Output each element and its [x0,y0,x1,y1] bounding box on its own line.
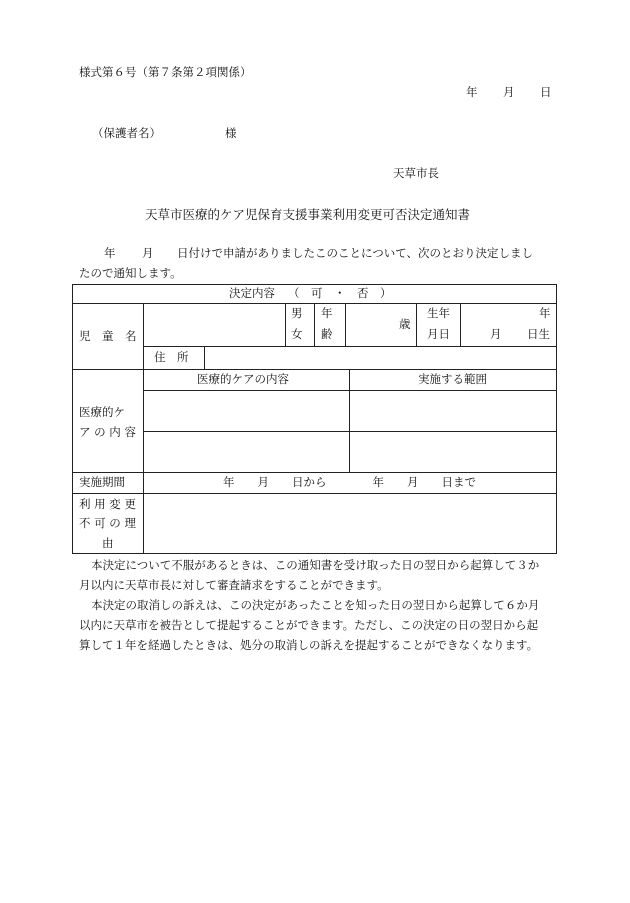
care-label-line2: ア の 内 容 [79,425,136,439]
intro-line2: たので通知します。 [79,266,182,280]
age-label-top: 年 [321,306,333,320]
care-content-header: 医療的ケアの内容 [197,372,289,386]
notice-p2-line2: 以内に天草市を被告として提起することができます。ただし、この決定の日の翌日から起 [79,618,539,632]
col-line [349,369,350,473]
birth-label-top: 生年 [427,306,450,320]
table-border-left [72,284,73,554]
decision-options: （ 可 ・ 否 ） [288,286,392,300]
sex-male: 男 [291,306,303,320]
col-line [204,346,205,370]
row-line [143,390,557,391]
col-line [285,303,286,347]
child-name-label: 児 童 名 [79,329,137,343]
reason-line1: 利 用 変 更 [79,497,136,511]
honorific: 様 [225,126,237,140]
birth-month: 月 [490,327,502,341]
issuer: 天草市長 [393,166,439,180]
sex-female: 女 [291,327,303,341]
date-month-label: 月 [503,85,515,99]
row-line [72,472,557,473]
col-line [314,303,315,347]
age-label-bottom: 齢 [321,327,333,341]
date-year-label: 年 [466,85,478,99]
row-line [72,369,557,370]
date-day-label: 日 [540,85,552,99]
intro-line1: 日付けで申請がありましたこのことについて、次のとおり決定しまし [177,246,534,260]
row-line [143,346,557,347]
address-label: 住 所 [154,350,189,364]
birth-year: 年 [539,306,551,320]
notice-p1-line1: 本決定について不服があるときは、この通知書を受け取った日の翌日から起算して３か [91,558,540,572]
notice-p2-line3: 算して１年を経過したときは、処分の取消しの訴えを提起することができなくなります。 [79,638,539,652]
table-border-bottom [72,553,557,554]
row-line [72,493,557,494]
notice-p2-line1: 本決定の取消しの訴えは、この決定があったことを知った日の翌日から起算して６か月 [91,598,540,612]
care-label-line1: 医療的ケ [79,405,125,419]
period-text: 年 月 日から 年 月 日まで [223,475,476,489]
row-line [143,431,557,432]
birth-day: 日生 [527,327,550,341]
table-border-right [556,284,557,554]
intro-year: 年 [104,246,116,260]
col-line [460,303,461,347]
care-scope-header: 実施する範囲 [418,372,487,386]
intro-month: 月 [142,246,154,260]
period-label: 実施期間 [79,475,125,489]
guardian-name-label: （保護者名） [92,126,161,140]
col-line [416,303,417,347]
decision-label: 決定内容 [229,286,275,300]
notice-p1-line2: 月以内に天草市長に対して審査請求をすることができます。 [79,578,389,592]
age-unit: 歳 [399,317,411,331]
reason-line2: 不 可 の 理 [79,516,136,530]
form-number: 様式第６号（第７条第２項関係） [79,65,252,79]
col-line [345,303,346,347]
col-line [143,303,144,554]
reason-line3: 由 [102,536,114,550]
document-title: 天草市医療的ケア児保育支援事業利用変更可否決定通知書 [145,207,471,222]
table-border-top [72,284,557,285]
birth-label-bottom: 月日 [427,327,450,341]
